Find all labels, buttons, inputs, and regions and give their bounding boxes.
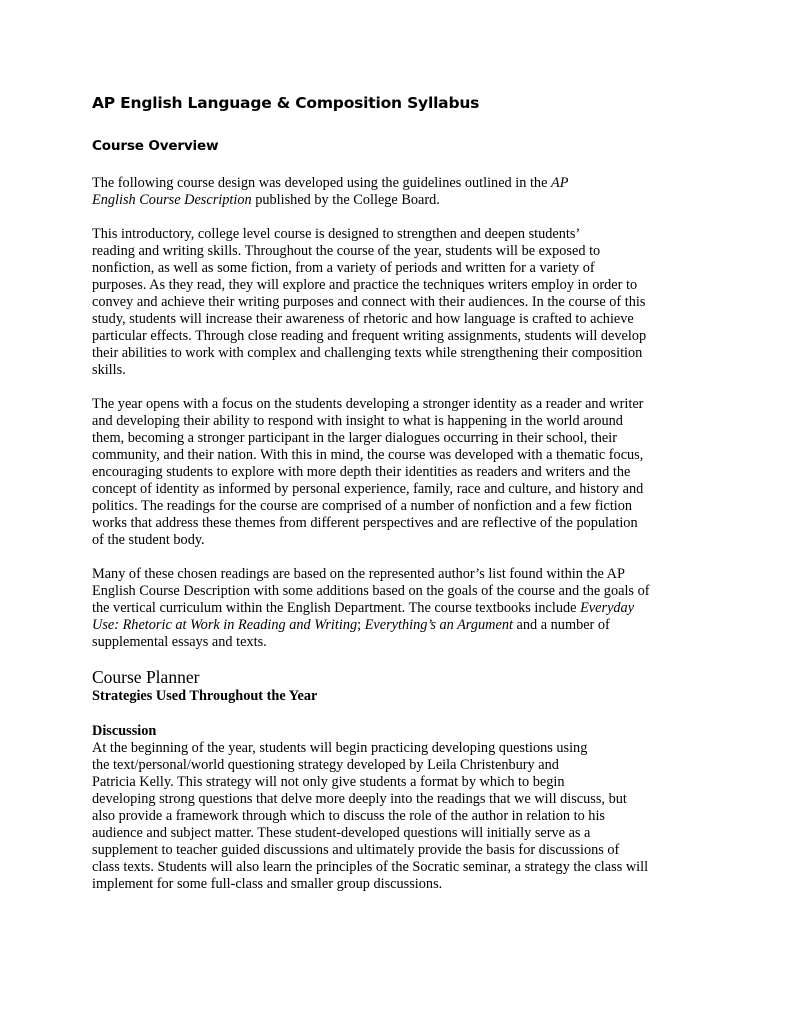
text-line: Patricia Kelly. This strategy will not only give students a format by which to begin <box>92 774 565 790</box>
text-segment: ; <box>357 617 365 633</box>
text-line: encouraging students to explore with more depth their identities as readers and writers and the <box>92 464 631 480</box>
intro-paragraph <box>92 175 702 209</box>
text-line: particular effects. Through close reading and frequent writing assignments, students will develop <box>92 328 647 344</box>
text-line: skills. <box>92 362 126 378</box>
text-line: The year opens with a focus on the students developing a stronger identity as a reader and writer <box>92 396 644 412</box>
intro-line-2-italic: English Course Description <box>92 192 252 208</box>
text-line <box>92 600 702 617</box>
text-line: purposes. As they read, they will explore and practice the techniques writers employ in order to <box>92 277 638 293</box>
discussion-paragraph <box>92 740 702 893</box>
course-overview-heading: Course Overview <box>92 138 219 154</box>
text-line: convey and achieve their writing purposes and connect with their audiences. In the course of this <box>92 294 646 310</box>
text-segment: the vertical curriculum within the English Department. The course textbooks include <box>92 600 581 616</box>
text-line: At the beginning of the year, students will begin practicing developing questions using <box>92 740 588 756</box>
text-line: politics. The readings for the course are comprised of a number of nonfiction and a few fiction <box>92 498 633 514</box>
text-line: implement for some full-class and smaller group discussions. <box>92 876 443 892</box>
text-line: supplement to teacher guided discussions and ultimately provide the basis for discussions of <box>92 842 620 858</box>
text-line: their abilities to work with complex and challenging texts while strengthening their composition <box>92 345 643 361</box>
text-line: English Course Description with some additions based on the goals of the course and the goals of <box>92 583 650 599</box>
textbook-title-italic: Everything’s an Argument <box>364 617 513 633</box>
text-line <box>92 617 702 634</box>
discussion-heading: Discussion <box>92 723 157 739</box>
text-line: also provide a framework through which to discuss the role of the author in relation to his <box>92 808 605 824</box>
document-title: AP English Language & Composition Syllabus <box>92 94 480 112</box>
strategies-heading: Strategies Used Throughout the Year <box>92 688 318 704</box>
text-segment: and a number of <box>512 617 610 633</box>
textbook-title-italic: Everyday <box>580 600 635 616</box>
text-line: and developing their ability to respond with insight to what is happening in the world around <box>92 413 623 429</box>
overview-paragraph-2 <box>92 226 702 379</box>
text-line: Many of these chosen readings are based on the represented author’s list found within the AP <box>92 566 625 582</box>
intro-line-1-italic: AP <box>551 175 569 191</box>
text-line: the text/personal/world questioning strategy developed by Leila Christenbury and <box>92 757 559 773</box>
text-line: works that address these themes from different perspectives and are reflective of the population <box>92 515 638 531</box>
textbook-title-italic: Use: Rhetoric at Work in Reading and Writing <box>92 617 358 633</box>
text-line: audience and subject matter. These student-developed questions will initially serve as a <box>92 825 591 841</box>
syllabus-page <box>92 93 702 910</box>
course-planner-heading: Course Planner <box>92 667 200 687</box>
overview-paragraph-4 <box>92 566 702 651</box>
intro-line-2 <box>92 192 702 209</box>
intro-line-2-text: published by the College Board. <box>251 192 440 208</box>
text-line: community, and their nation. With this in mind, the course was developed with a thematic focus, <box>92 447 644 463</box>
text-line: study, students will increase their awareness of rhetoric and how language is crafted to achieve <box>92 311 634 327</box>
text-line: nonfiction, as well as some fiction, from a variety of periods and written for a variety of <box>92 260 595 276</box>
intro-line-1 <box>92 175 702 192</box>
text-line: concept of identity as informed by personal experience, family, race and culture, and history and <box>92 481 644 497</box>
text-line: class texts. Students will also learn the principles of the Socratic seminar, a strategy the class will <box>92 859 649 875</box>
text-line: of the student body. <box>92 532 205 548</box>
text-line: developing strong questions that delve more deeply into the readings that we will discuss, but <box>92 791 627 807</box>
text-line: reading and writing skills. Throughout the course of the year, students will be exposed to <box>92 243 601 259</box>
text-line: This introductory, college level course is designed to strengthen and deepen students’ <box>92 226 581 242</box>
intro-line-1-text: The following course design was developed using the guidelines outlined in the <box>92 175 551 191</box>
overview-paragraph-3 <box>92 396 702 549</box>
text-line: supplemental essays and texts. <box>92 634 267 650</box>
text-line: them, becoming a stronger participant in the larger dialogues occurring in their school, their <box>92 430 617 446</box>
